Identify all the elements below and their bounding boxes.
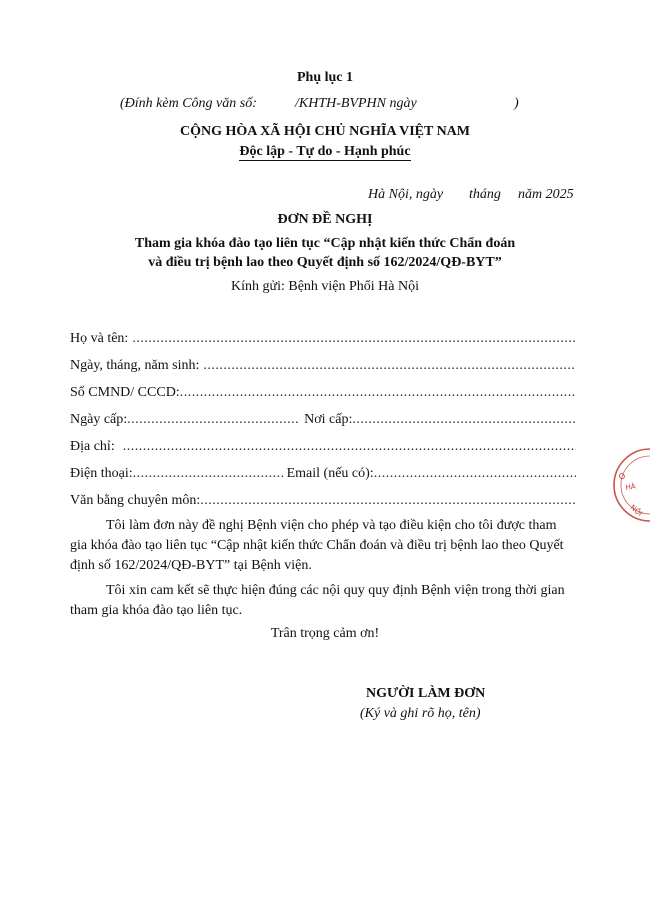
field-id-number[interactable] xyxy=(70,384,576,402)
appendix-title: Phụ lục 1 xyxy=(296,70,353,85)
phone-dotted-line[interactable] xyxy=(133,465,283,483)
stamp-seal-icon xyxy=(600,440,650,530)
field-id-number-label: Số CMND/ CCCD: xyxy=(70,385,180,400)
email-dotted-line[interactable] xyxy=(374,465,576,483)
issue-date-dotted-line[interactable] xyxy=(127,411,298,429)
date-place: Hà Nội, ngày xyxy=(368,187,444,202)
address-dotted-line[interactable] xyxy=(123,438,576,456)
form-title: ĐƠN ĐỀ NGHỊ xyxy=(277,212,373,227)
field-phone-label: Điện thoại: xyxy=(70,466,133,481)
field-qualification[interactable] xyxy=(70,492,576,510)
svg-text:HÀ: HÀ xyxy=(624,482,637,492)
body-paragraph-request: Tôi làm đơn này đề nghị Bệnh viện cho phép và tạo điều kiện cho tôi được tham gia khóa đào tạo liên tục “Cập nhật kiến thức Chẩn đoán và điều trị bệnh lao theo Quyết định số 162/2024/QĐ-BYT” tại Bệnh viện. xyxy=(70,518,564,573)
closing-thanks: Trân trọng cảm ơn! xyxy=(270,626,380,641)
date-year: năm 2025 xyxy=(518,187,574,202)
national-title: CỘNG HÒA XÃ HỘI CHỦ NGHĨA VIỆT NAM xyxy=(179,124,470,139)
issue-place-dotted-line[interactable] xyxy=(352,411,576,429)
reference-open: (Đính kèm Công văn số: xyxy=(120,96,257,111)
dob-dotted-line[interactable] xyxy=(203,357,576,375)
signature-note: (Ký và ghi rõ họ, tên) xyxy=(360,706,481,721)
body-paragraph-commitment: Tôi xin cam kết sẽ thực hiện đúng các nội quy quy định Bệnh viện trong thời gian tham gia khóa đào tạo liên tục. xyxy=(70,583,565,618)
svg-text:NỘI: NỘI xyxy=(628,503,644,518)
form-subtitle-line2: và điều trị bệnh lao theo Quyết định số 162/2024/QĐ-BYT” xyxy=(148,255,502,270)
field-dob[interactable] xyxy=(70,357,576,375)
form-subtitle-line1: Tham gia khóa đào tạo liên tục “Cập nhật kiến thức Chẩn đoán xyxy=(134,236,516,251)
reference-close: ) xyxy=(514,96,519,111)
reference-code: /KHTH-BVPHN ngày xyxy=(295,96,417,111)
national-motto-wrap xyxy=(0,144,650,160)
full-name-dotted-line[interactable] xyxy=(132,330,576,348)
field-full-name-label: Họ và tên: xyxy=(70,331,129,346)
field-address[interactable] xyxy=(70,438,576,456)
field-qualification-label: Văn bằng chuyên môn: xyxy=(70,493,201,508)
field-contact[interactable] xyxy=(70,465,576,483)
field-full-name[interactable] xyxy=(70,330,576,348)
field-address-label: Địa chỉ: xyxy=(70,439,115,454)
date-month: tháng xyxy=(469,187,501,202)
national-motto: Độc lập - Tự do - Hạnh phúc xyxy=(239,144,411,159)
field-issue[interactable] xyxy=(70,411,576,429)
field-email-label: Email (nếu có): xyxy=(286,466,374,481)
svg-text:O: O xyxy=(617,471,627,482)
field-dob-label: Ngày, tháng, năm sinh: xyxy=(70,358,200,373)
addressee: Kính gửi: Bệnh viện Phổi Hà Nội xyxy=(230,279,420,294)
signature-title: NGƯỜI LÀM ĐƠN xyxy=(366,686,486,701)
field-issue-place-label: Nơi cấp: xyxy=(304,412,353,427)
qualification-dotted-line[interactable] xyxy=(200,492,576,510)
id-number-dotted-line[interactable] xyxy=(180,384,576,402)
field-issue-date-label: Ngày cấp: xyxy=(70,412,128,427)
